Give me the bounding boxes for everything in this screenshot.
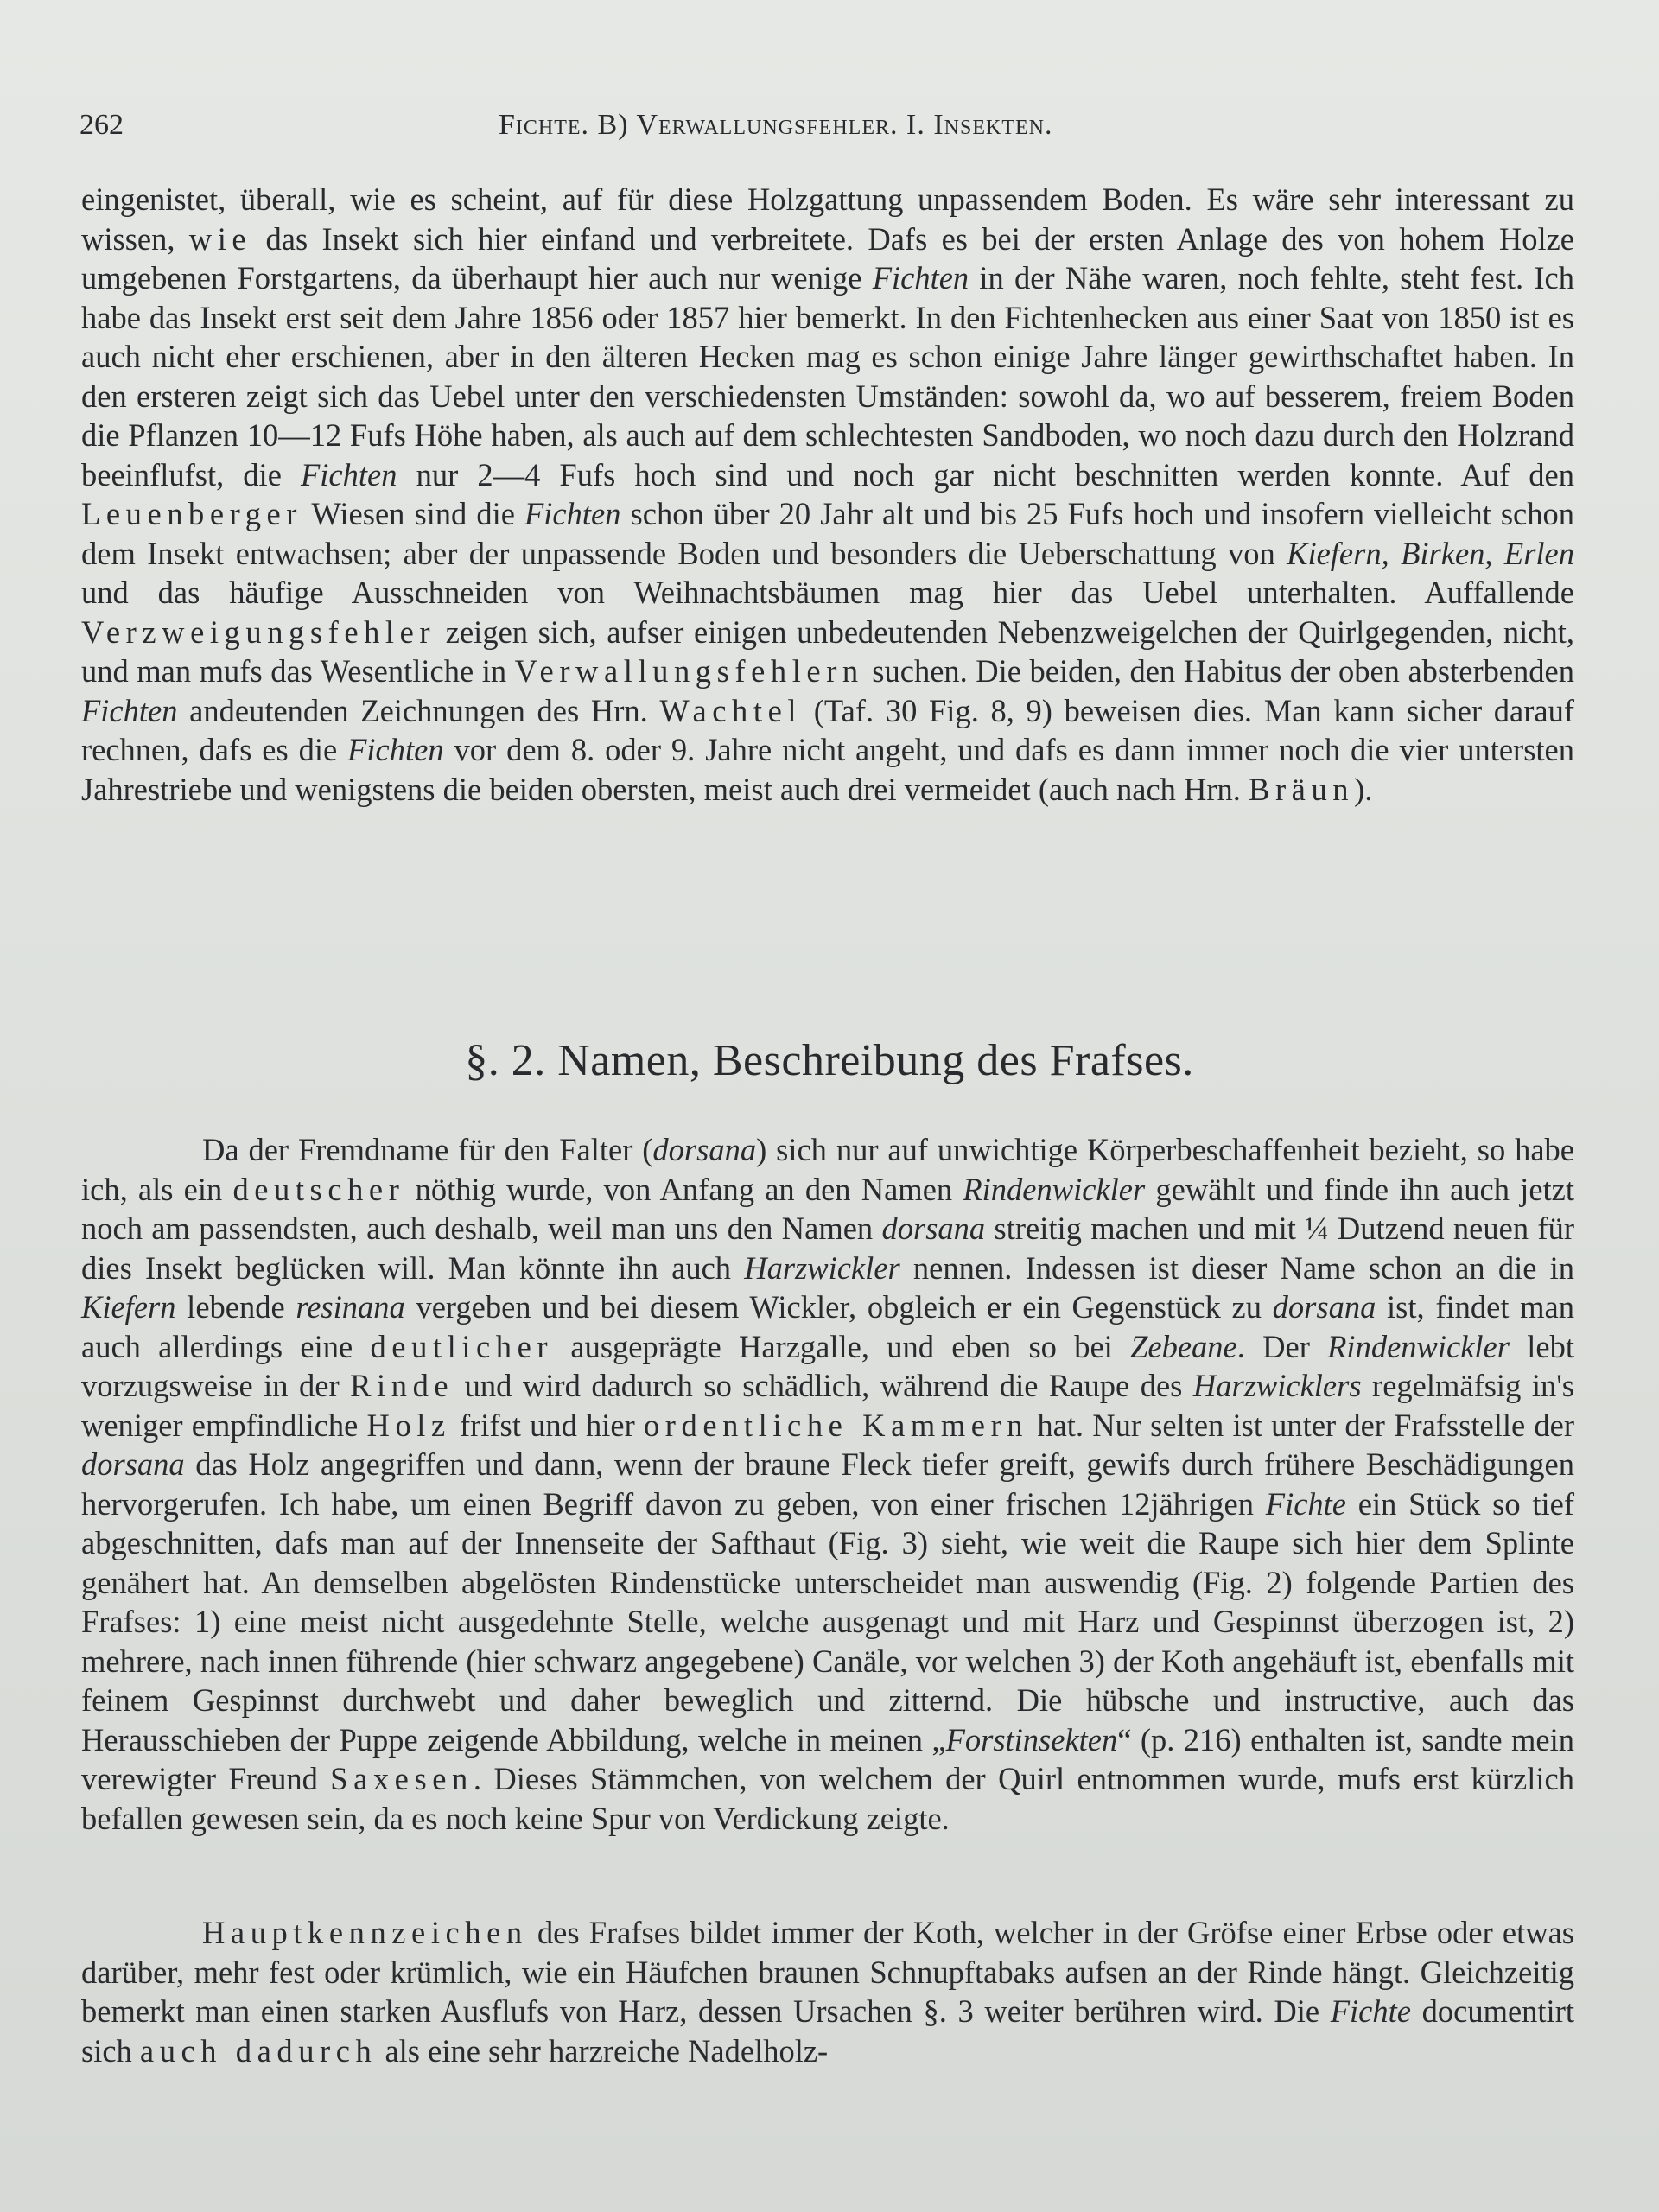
page-number: 262 <box>79 109 124 141</box>
paragraph-3: Hauptkennzeichen des Frafses bildet immer der Koth, welcher in der Gröfse einer Erbse oder etwas darüber, mehr fest oder krümlich, wie ein Häufchen braunen Schnupftabaks aufsen an der Rinde hängt. Gleichzeitig bemerkt man einen starken Ausflufs von Harz, dessen Ursachen §. 3 weiter berühren wird. Die Fichte documentirt sich auch dadurch als eine sehr harzreiche Nadelholz- <box>81 1915 1574 2069</box>
paragraph-1: eingenistet, überall, wie es scheint, auf für diese Holzgattung unpassendem Boden. Es wäre sehr interessant zu wissen, wie das Insekt sich hier einfand und verbreitete. Dafs es bei der ersten Anlage des von hohem Holze umgebenen Forstgartens, da überhaupt hier auch nur wenige Fichten in der Nähe waren, noch fehlte, steht fest. Ich habe das Insekt erst seit dem Jahre 1856 oder 1857 hier bemerkt. In den Fichtenhecken aus einer Saat von 1850 ist es auch nicht eher erschienen, aber in den älteren Hecken mag es schon einige Jahre länger gewirthschaftet haben. In den ersteren zeigt sich das Uebel unter den verschiedensten Umständen: sowohl da, wo auf besserem, freiem Boden die Pflanzen 10—12 Fufs Höhe haben, als auch auf dem schlechtesten Sandboden, wo noch dazu durch den Holzrand beeinflufst, die Fichten nur 2—4 Fufs hoch sind und noch gar nicht beschnitten werden konnte. Auf den Leuenberger Wiesen sind die Fichten schon über 20 Jahr alt und bis 25 Fufs hoch und insofern vielleicht schon dem Insekt entwachsen; aber der unpassende Boden und besonders die Ueberschattung von Kiefern, Birken, Erlen und das häufige Ausschneiden von Weihnachtsbäumen mag hier das Uebel unterhalten. Auffallende Verzweigungsfehler zeigen sich, aufser einigen unbedeutenden Nebenzweigelchen der Quirlgegenden, nicht, und man mufs das Wesentliche in Verwallungsfehlern suchen. Die beiden, den Habitus der oben absterbenden Fichten andeutenden Zeichnungen des Hrn. Wachtel (Taf. 30 Fig. 8, 9) beweisen dies. Man kann sicher darauf rechnen, dafs es die Fichten vor dem 8. oder 9. Jahre nicht angeht, und dafs es dann immer noch die vier untersten Jahrestriebe und wenigstens die beiden obersten, meist auch drei vermeidet (auch nach Hrn. Bräun). <box>81 181 1575 807</box>
paragraph-2: Da der Fremdname für den Falter (dorsana) sich nur auf unwichtige Körperbeschaffenheit bezieht, so habe ich, als ein deutscher nöthig wurde, von Anfang an den Namen Rindenwickler gewählt und finde ihn auch jetzt noch am passendsten, auch deshalb, weil man uns den Namen dorsana streitig machen und mit ¼ Dutzend neuen für dies Insekt beglücken will. Man könnte ihn auch Harzwickler nennen. Indessen ist dieser Name schon an die in Kiefern lebende resinana vergeben und bei diesem Wickler, obgleich er ein Gegenstück zu dorsana ist, findet man auch allerdings eine deutlicher ausgeprägte Harzgalle, und eben so bei Zebeane. Der Rindenwickler lebt vorzugsweise in der Rinde und wird dadurch so schädlich, während die Raupe des Harzwicklers regelmäfsig in's weniger empfindliche Holz frifst und hier ordentliche Kammern hat. Nur selten ist unter der Frafsstelle der dorsana das Holz angegriffen und dann, wenn der braune Fleck tiefer greift, gewifs durch frühere Beschädigungen hervorgerufen. Ich habe, um einen Begriff davon zu geben, von einer frischen 12jährigen Fichte ein Stück so tief abgeschnitten, dafs man auf der Innenseite der Safthaut (Fig. 3) sieht, wie weit die Raupe sich hier dem Splinte genähert hat. An demselben abgelösten Rindenstücke unterscheidet man auswendig (Fig. 2) folgende Partien des Frafses: 1) eine meist nicht ausgedehnte Stelle, welche ausgenagt und mit Harz und Gespinnst überzogen ist, 2) mehrere, nach innen führende (hier schwarz angegebene) Canäle, vor welchen 3) der Koth angehäuft ist, ebenfalls mit feinem Gespinnst durchwebt und daher beweglich und zitternd. Die hübsche und instructive, auch das Herausschieben der Puppe zeigende Abbildung, welche in meinen „Forstinsekten“ (p. 216) enthalten ist, sandte mein verewigter Freund Saxesen. Dieses Stämmchen, von welchem der Quirl entnommen wurde, mufs erst kürzlich befallen gewesen sein, da es noch keine Spur von Verdickung zeigte. <box>81 1132 1575 1836</box>
section-heading: §. 2. Namen, Beschreibung des Frafses. <box>465 1036 1194 1085</box>
page-header <box>79 109 1574 152</box>
running-head: Fichte. B) Verwallungsfehler. I. Insekten. <box>499 109 1053 141</box>
